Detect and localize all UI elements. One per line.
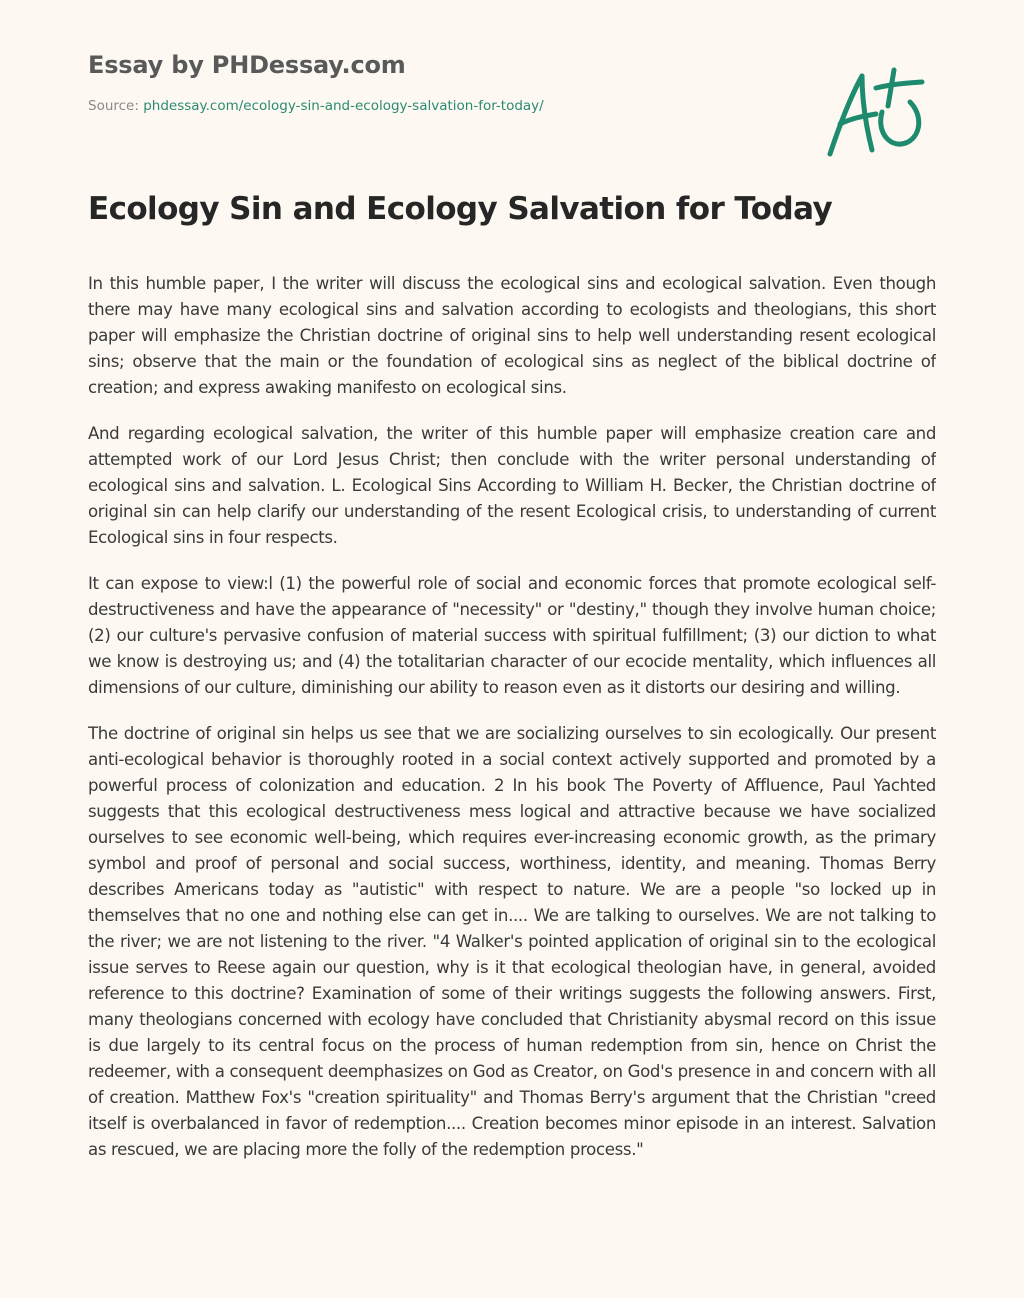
essay-title: Ecology Sin and Ecology Salvation for Today <box>88 191 833 227</box>
essay-paragraph: The doctrine of original sin helps us see that we are socializing ourselves to sin ecologically. Our present anti-ecological behavior is thoroughly rooted in a social context actively supported and promoted by a powerful process of colonization and education. 2 In his book The Poverty of Affluence, Paul Yachted suggests that this ecological destructiveness mess logical and attractive because we have socialized ourselves to see economic well-being, which requires ever-increasing economic growth, as the primary symbol and proof of personal and social success, worthiness, identity, and meaning. Thomas Berry describes Americans today as "autistic" with respect to nature. We are a people "so locked up in themselves that no one and nothing else can get in.... We are talking to ourselves. We are not talking to the river; we are not listening to the river. "4 Walker's pointed application of original sin to the ecological issue serves to Reese again our question, why is it that ecological theologian have, in general, avoided reference to this doctrine? Examination of some of their writings suggests the following answers. First, many theologians concerned with ecology have concluded that Christianity abysmal record on this issue is due largely to its central focus on the process of human redemption from sin, hence on Christ the redeemer, with a consequent deemphasizes on God as Creator, on God's presence in and concern with all of creation. Matthew Fox's "creation spirituality" and Thomas Berry's argument that the Christian "creed itself is overbalanced in favor of redemption.... Creation becomes minor episode in an interest. Salvation as rescued, we are placing more the folly of the redemption process." <box>88 724 936 1159</box>
essay-paragraph: In this humble paper, I the writer will discuss the ecological sins and ecological salvation. Even though there may have many ecological sins and salvation according to ecologists and theologians, this short paper will emphasize the Christian doctrine of original sins to help well understanding resent ecological sins; observe that the main or the foundation of ecological sins as neglect of the biblical doctrine of creation; and express awaking manifesto on ecological sins. <box>88 274 936 397</box>
source-label: Source: <box>88 98 139 114</box>
source-link[interactable]: phdessay.com/ecology-sin-and-ecology-salvation-for-today/ <box>143 98 544 114</box>
essay-paragraph: And regarding ecological salvation, the writer of this humble paper will emphasize creation care and attempted work of our Lord Jesus Christ; then conclude with the writer personal understanding of ecological sins and salvation. L. Ecological Sins According to William H. Becker, the Christian doctrine of original sin can help clarify our understanding of the resent Ecological crisis, to understanding of current Ecological sins in four respects. <box>88 424 936 547</box>
site-brand: Essay by PHDessay.com <box>88 51 406 79</box>
source-line <box>88 96 788 116</box>
a-plus-logo-icon <box>818 62 930 162</box>
essay-header <box>88 48 788 116</box>
essay-body <box>88 271 936 1258</box>
essay-paragraph: It can expose to view:l (1) the powerful role of social and economic forces that promote ecological self-destructiveness and have the appearance of "necessity" or "destiny," though they involve human choice; (2) our culture's pervasive confusion of material success with spiritual fulfillment; (3) our diction to what we know is destroying us; and (4) the totalitarian character of our ecocide mentality, which influences all dimensions of our culture, diminishing our ability to reason even as it distorts our desiring and willing. <box>88 574 936 697</box>
